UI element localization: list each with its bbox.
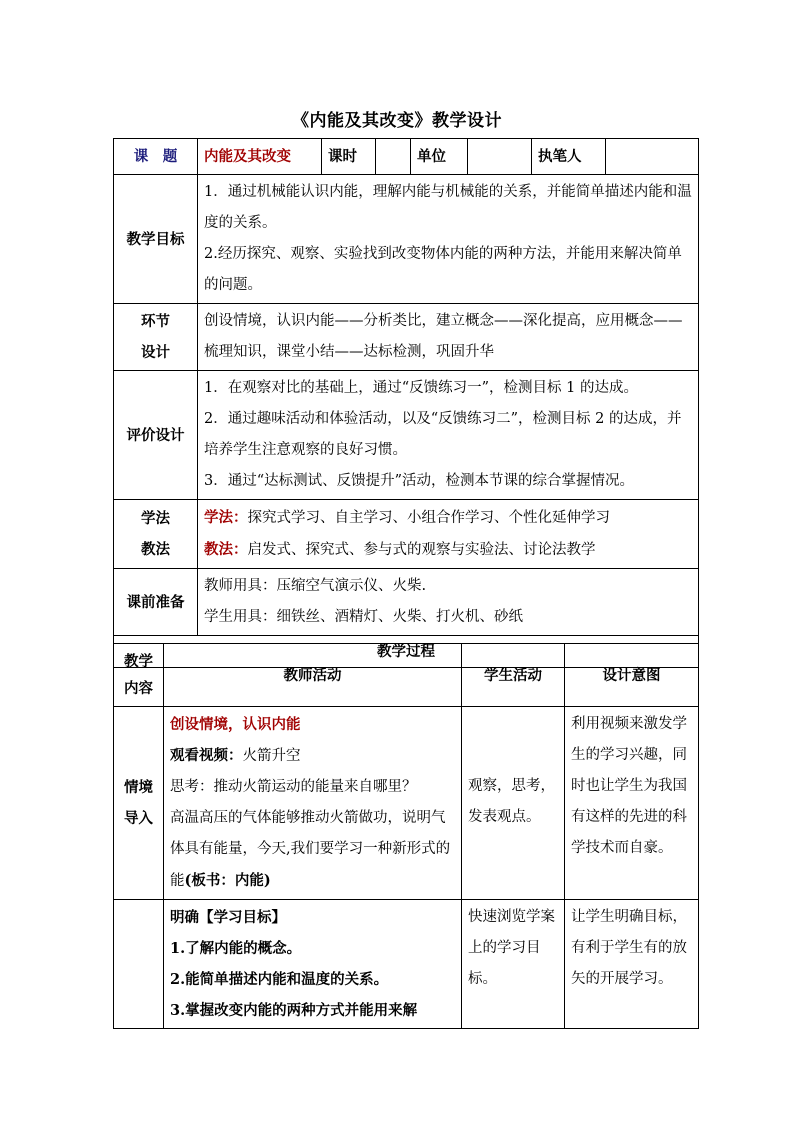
row1-student: 观察，思考，发表观点。 [462, 707, 565, 900]
goals-label: 教学目标 [114, 175, 198, 304]
row2-line2: 2.能简单描述内能和温度的关系。 [170, 971, 389, 988]
col-content-header: 教学内容 [114, 644, 164, 707]
stages-label-line1: 环节 [141, 313, 170, 330]
row2-line1: 1.了解内能的概念。 [170, 940, 302, 957]
evaluation-item: 2．通过趣味活动和体验活动，以及“反馈练习二”，检测目标 2 的达成，并培养学生注意观察的良好习惯。 [204, 411, 682, 458]
teacher-tools: 教师用具：压缩空气演示仪、火柴. [204, 578, 427, 594]
learn-method-label: 学法： [204, 509, 248, 526]
author-label: 执笔人 [532, 139, 606, 175]
row1-heading: 创设情境，认识内能 [170, 716, 301, 733]
row2-intent: 让学生明确目标，有利于学生有的放矢的开展学习。 [565, 900, 699, 1029]
prep-text [198, 569, 699, 636]
row1-content-line2: 导入 [124, 810, 153, 827]
stages-label-line2: 设计 [141, 344, 170, 361]
unit-label: 单位 [411, 139, 468, 175]
goal-item: 2.经历探究、观察、实验找到改变物体内能的两种方法，并能用来解决简单的问题。 [204, 246, 682, 293]
process-table [113, 643, 699, 1029]
prep-label: 课前准备 [114, 569, 198, 636]
teach-method-label: 教法： [204, 541, 248, 558]
think-question: 思考：推动火箭运动的能量来自哪里？ [170, 779, 417, 795]
row2-student: 快速浏览学案上的学习目标。 [462, 900, 565, 1029]
student-tools: 学生用具：细铁丝、酒精灯、火柴、打火机、砂纸 [204, 609, 523, 625]
hours-value [376, 139, 411, 175]
methods-label-line2: 教法 [141, 541, 170, 558]
topic-value: 内能及其改变 [198, 139, 322, 175]
author-value [606, 139, 699, 175]
row1-intent: 利用视频来激发学生的学习兴趣，同时也让学生为我国有这样的先进的科学技术而自豪。 [565, 707, 699, 900]
methods-text [198, 500, 699, 569]
document-title: 《内能及其改变》教学设计 [292, 111, 502, 131]
evaluation-item: 1．在观察对比的基础上，通过“反馈练习一”，检测目标 1 的达成。 [204, 380, 638, 396]
goals-text [198, 175, 699, 304]
row2-teacher [164, 900, 462, 1029]
evaluation-text [198, 371, 699, 500]
teach-method-text: 启发式、探究式、参与式的观察与实验法、讨论法教学 [247, 542, 596, 558]
row2-line3: 3.掌握改变内能的两种方式并能用来解 [170, 1002, 418, 1019]
video-label: 观看视频： [170, 747, 243, 764]
col-student-header: 学生活动 [462, 644, 565, 707]
col-teacher-header: 教师活动 [164, 644, 462, 707]
row1-content-line1: 情境 [124, 779, 153, 796]
stages-text: 创设情境，认识内能——分析类比，建立概念——深化提高，应用概念——梳理知识，课堂小结——达标检测，巩固升华 [198, 304, 699, 371]
row1-content [114, 707, 164, 900]
methods-label [114, 500, 198, 569]
board-note: (板书：内能) [184, 872, 271, 889]
evaluation-item: 3．通过“达标测试、反馈提升”活动，检测本节课的综合掌握情况。 [204, 473, 635, 489]
col-intent-header: 设计意图 [565, 644, 699, 707]
topic-label: 课 题 [114, 139, 198, 175]
hours-label: 课时 [322, 139, 376, 175]
methods-label-line1: 学法 [141, 510, 170, 527]
stages-label [114, 304, 198, 371]
row2-line0: 明确【学习目标】 [170, 909, 286, 926]
video-text: 火箭升空 [242, 748, 301, 764]
learn-method-text: 探究式学习、自主学习、小组合作学习、个性化延伸学习 [247, 510, 610, 526]
evaluation-label: 评价设计 [114, 371, 198, 500]
process-title: 教学过程 [114, 636, 699, 668]
row1-body: 高温高压的气体能够推动火箭做功，说明气体具有能量，今天,我们要学习一种新形式的能 [170, 810, 451, 889]
row1-teacher [164, 707, 462, 900]
lesson-info-table [113, 138, 699, 668]
goal-item: 1．通过机械能认识内能，理解内能与机械能的关系，并能简单描述内能和温度的关系。 [204, 184, 692, 231]
row2-content [114, 900, 164, 1029]
unit-value [468, 139, 532, 175]
